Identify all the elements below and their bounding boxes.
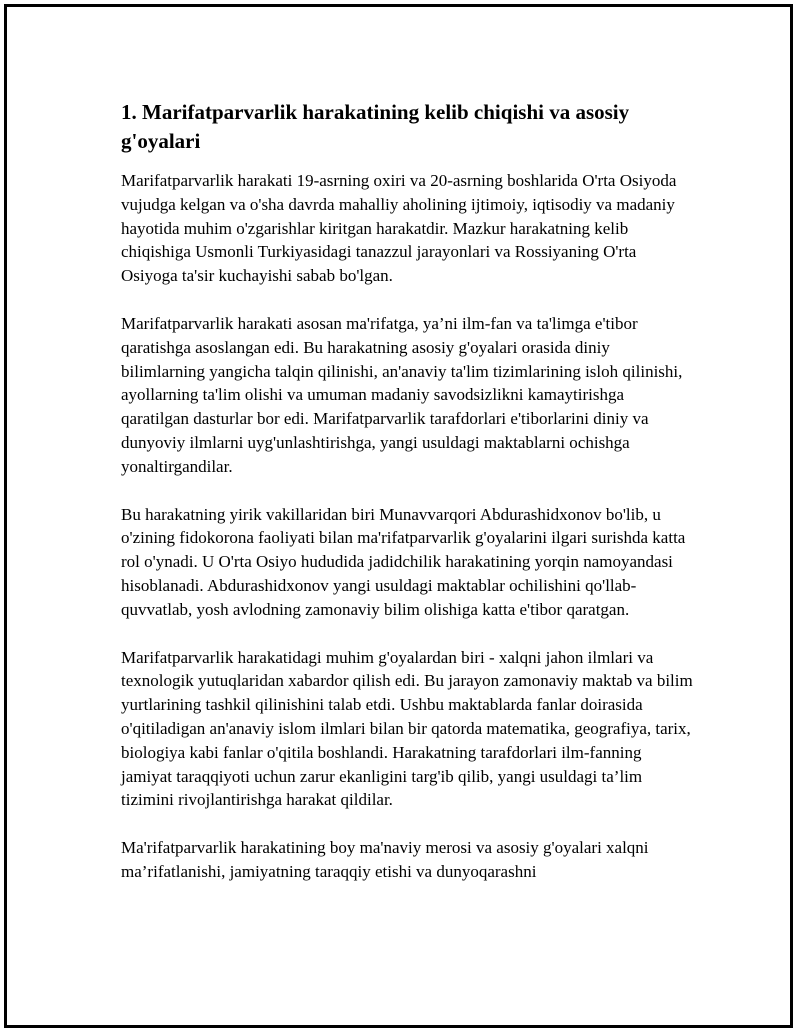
paragraph-representatives: Bu harakatning yirik vakillaridan biri Munavvarqori Abdurashidxonov bo'lib, u o'zining fidokorona faoliyati bilan ma'rifatparvarlik g'oyalarini ilgari surishda katta rol o'ynadi. U O'rta Osiyo hududida jadidchilik harakatining yorqin namoyandasi hisoblanadi. Abdurashidxonov yangi usuldagi maktablar ochilishini qo'llab-quvvatlab, yosh avlodning zamonaviy bilim olishiga katta e'tibor qaratgan. bbox=[121, 504, 686, 619]
paragraph-legacy: Ma'rifatparvarlik harakatining boy ma'naviy merosi va asosiy g'oyalari xalqni ma’rifatlanishi, jamiyatning taraqqiy etishi va dunyoqarashni bbox=[121, 838, 649, 881]
paragraph-education: Marifatparvarlik harakatidagi muhim g'oyalardan biri - xalqni jahon ilmlari va texnologik yutuqlaridan xabardor qilish edi. Bu jarayon zamonaviy maktab va bilim yurtlarining tashkil qilinishini talab etdi. Ushbu maktablarda fanlar doirasida o'qitiladigan an'anaviy islom ilmlari bilan bir qatorda matematika, geografiya, tarix, biologiya kabi fanlar o'qitila boshlandi. Harakatning tarafdorlari ilm-fanning jamiyat taraqqiyoti uchun zarur ekanligini targ'ib qilib, yangi usuldagi ta’lim tizimini rivojlantirishga harakat qildilar. bbox=[121, 647, 693, 810]
paragraph-main-ideas: Marifatparvarlik harakati asosan ma'rifatga, ya’ni ilm-fan va ta'limga e'tibor qaratishga asoslangan edi. Bu harakatning asosiy g'oyalari orasida diniy bilimlarning yangicha talqin qilinishi, an'anaviy ta'lim tizimlarining isloh qilinishi, ayollarning ta'lim olishi va umuman madaniy savodsizlikni kamaytirishga qaratilgan dasturlar bor edi. Marifatparvarlik tarafdorlari e'tiborlarini diniy va dunyoviy ilmlarni uyg'unlashtirishga, yangi usuldagi maktablarni ochishga yonaltirgandilar. bbox=[121, 313, 683, 476]
section-heading: 1. Marifatparvarlik harakatining kelib chiqishi va asosiy g'oyalari bbox=[121, 100, 630, 153]
document-page bbox=[4, 4, 793, 1028]
document-body bbox=[121, 98, 693, 908]
paragraph-origin: Marifatparvarlik harakati 19-asrning oxiri va 20-asrning boshlarida O'rta Osiyoda vujudga kelgan va o'sha davrda mahalliy aholining ijtimoiy, iqtisodiy va madaniy hayotida muhim o'zgarishlar kiritgan harakatdir. Mazkur harakatning kelib chiqishiga Usmonli Turkiyasidagi tanazzul jarayonlari va Rossiyaning O'rta Osiyoga ta'sir kuchayishi sabab bo'lgan. bbox=[121, 171, 677, 286]
